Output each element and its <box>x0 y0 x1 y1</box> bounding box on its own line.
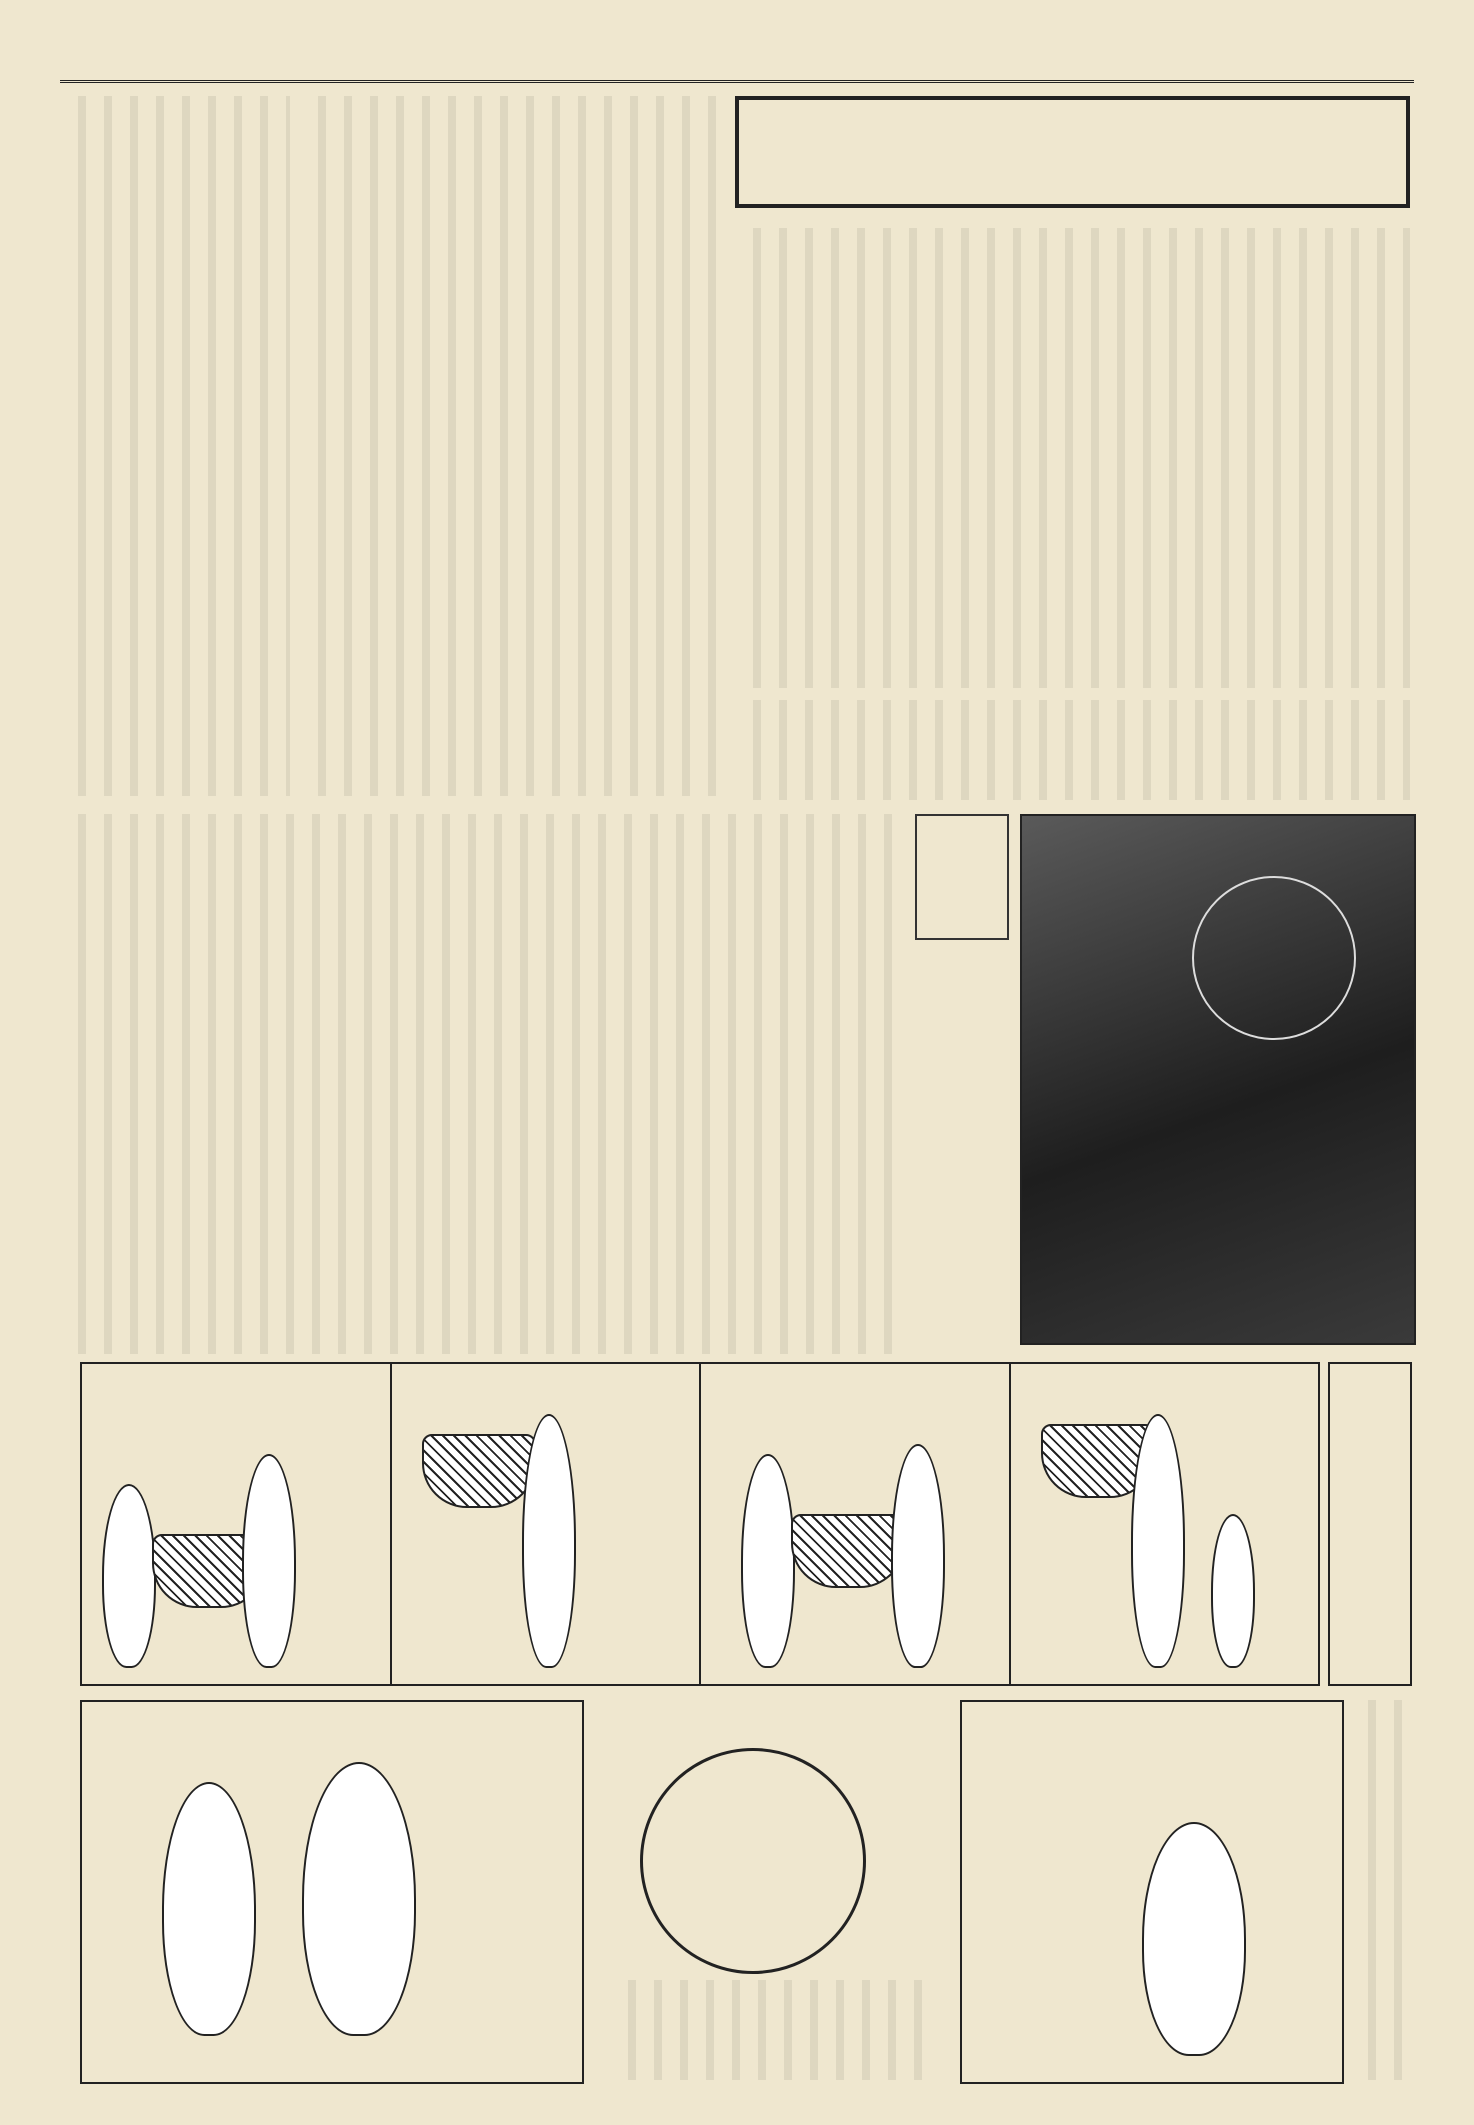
illustration-picture <box>1020 814 1416 1345</box>
notice-text-block <box>610 1980 940 2080</box>
figure-icon <box>741 1454 795 1668</box>
comic-panel <box>701 1364 1011 1684</box>
halo-icon <box>1192 876 1356 1040</box>
comic-panel <box>82 1364 392 1684</box>
feature-text-block <box>735 700 1410 800</box>
figure-icon <box>302 1762 416 2036</box>
comic-panel <box>1011 1364 1319 1684</box>
figure-icon <box>1142 1822 1246 2056</box>
picture-label-text <box>917 816 962 938</box>
feature-title-box <box>735 96 1410 208</box>
figure-icon <box>891 1444 945 1668</box>
article-text-block <box>60 814 910 1354</box>
figure-icon <box>162 1782 256 2036</box>
figure-icon <box>102 1484 156 1668</box>
page-header <box>60 28 1414 83</box>
picture-label <box>915 814 1009 940</box>
figure-icon <box>242 1454 296 1668</box>
basket-icon <box>791 1514 905 1588</box>
cartoon-badge <box>640 1748 866 1974</box>
comic-panel <box>392 1364 702 1684</box>
figure-icon <box>1131 1414 1185 1668</box>
comic-strip <box>80 1362 1320 1686</box>
feature-text-block <box>735 228 1410 688</box>
article-text-block <box>300 96 720 796</box>
cartoon-box-left <box>80 1700 584 2084</box>
basket-icon <box>422 1434 536 1508</box>
quote-text-block <box>1350 1700 1414 2080</box>
cartoon-box-right <box>960 1700 1344 2084</box>
figure-icon <box>522 1414 576 1668</box>
comic-title-box <box>1328 1362 1412 1686</box>
figure-icon <box>1211 1514 1255 1668</box>
love-title-box <box>188 300 288 640</box>
